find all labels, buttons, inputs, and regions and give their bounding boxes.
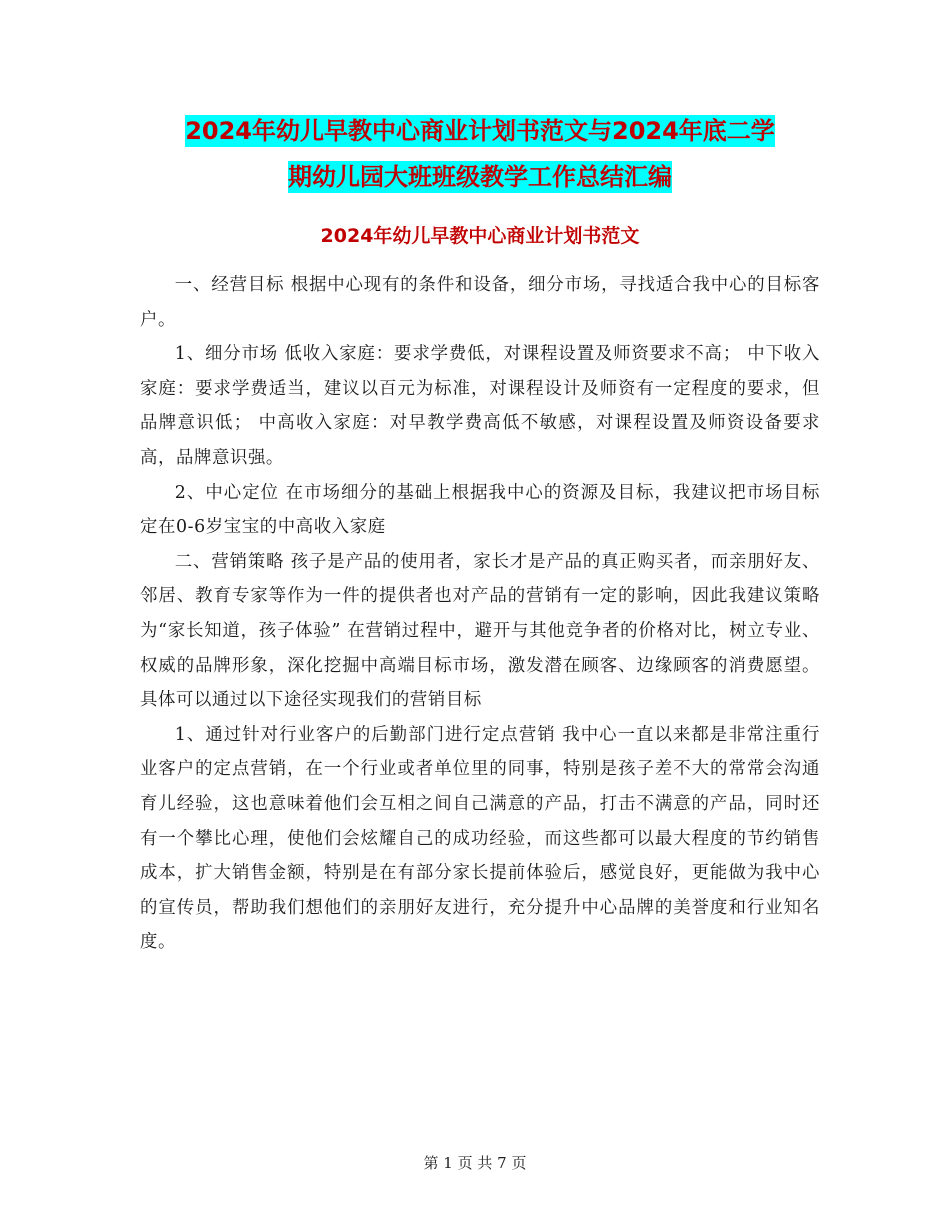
paragraph: 1、通过针对行业客户的后勤部门进行定点营销 我中心一直以来都是非常注重行业客户的定点营销，在一个行业或者单位里的同事，特别是孩子差不大的常常会沟通育儿经验，这也意味着他们会互相之间自己满意的产品，打击不满意的产品，同时还有一个攀比心理，使他们会炫耀自己的成功经验，而这些都可以最大程度的节约销售成本，扩大销售金额，特别是在有部分家长提前体验后，感觉良好，更能做为我中心的宣传员，帮助我们想他们的亲朋好友进行，充分提升中心品牌的美誉度和行业知名度。 bbox=[140, 724, 820, 953]
paragraph: 1、细分市场 低收入家庭：要求学费低，对课程设置及师资要求不高； 中下收入家庭：要求学费适当，建议以百元为标准，对课程设计及师资有一定程度的要求，但品牌意识低； 中高收入家庭：对早教学费高低不敏感，对课程设置及师资设备要求高，品牌意识强。 bbox=[140, 344, 820, 468]
section-title: 2024年幼儿早教中心商业计划书范文 bbox=[320, 225, 640, 247]
paragraph: 二、营销策略 孩子是产品的使用者，家长才是产品的真正购买者，而亲朋好友、邻居、教育专家等作为一件的提供者也对产品的营销有一定的影响，因此我建议策略为“家长知道，孩子体验” 在营销过程中，避开与其他竞争者的价格对比，树立专业、权威的品牌形象，深化挖掘中高端目标市场，激发潜在顾客、边缘顾客的消费愿望。 具体可以通过以下途径实现我们的营销目标 bbox=[140, 551, 820, 711]
body-text bbox=[140, 268, 820, 960]
document-title bbox=[140, 108, 820, 200]
title-line-2: 期幼儿园大班班级教学工作总结汇编 bbox=[288, 163, 672, 191]
page-footer: 第 1 页 共 7 页 bbox=[423, 1154, 527, 1172]
paragraph: 一、经营目标 根据中心现有的条件和设备，细分市场，寻找适合我中心的目标客户。 bbox=[140, 275, 820, 330]
title-line-1: 2024年幼儿早教中心商业计划书范文与2024年底二学 bbox=[185, 117, 775, 145]
paragraph: 2、中心定位 在市场细分的基础上根据我中心的资源及目标，我建议把市场目标定在0-6岁宝宝的中高收入家庭 bbox=[140, 482, 820, 538]
